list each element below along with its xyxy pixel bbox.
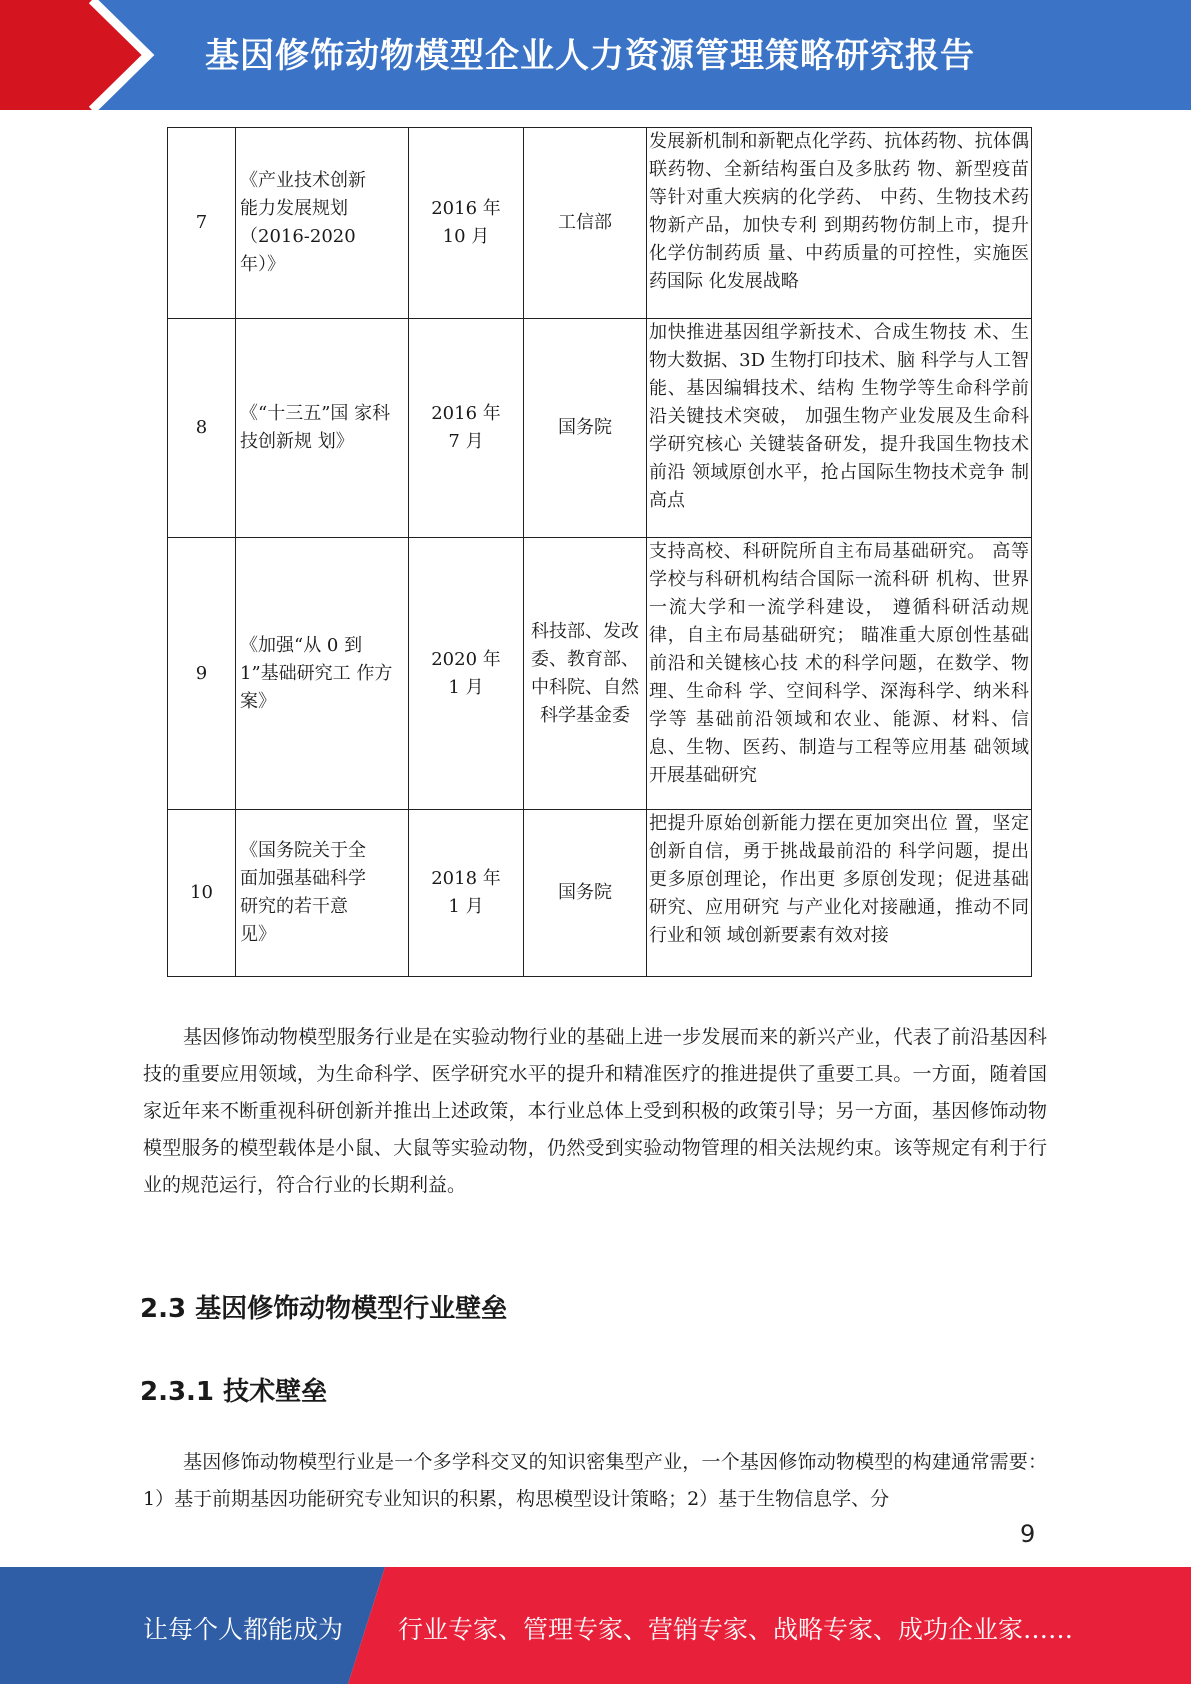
issuing-department: 国务院 [524,810,647,977]
row-number: 8 [168,319,236,538]
row-number: 10 [168,810,236,977]
table-row [168,319,1032,538]
issuing-department: 科技部、发改委、教育部、中科院、自然科学基金委 [524,538,647,810]
header-chevron-decoration [0,0,160,110]
policy-content: 把提升原始创新能力摆在更加突出位 置，坚定创新自信，勇于挑战最前沿的 科学问题，提出更多原创理论，作出更 多原创发现；促进基础研究、应用研究 与产业化对接融通，推动不同行业和领 域创新要素有效对接 [647,810,1032,977]
row-number: 9 [168,538,236,810]
table-row [168,128,1032,319]
footer-slogan-right: 行业专家、管理专家、营销专家、战略专家、成功企业家…… [398,1615,1074,1644]
policy-content: 加快推进基因组学新技术、合成生物技 术、生物大数据、3D 生物打印技术、脑 科学与人工智能、基因编辑技术、结构 生物学等生命科学前沿关键技术突破， 加强生物产业发展及生命科学研究核心 关键装备研发，提升我国生物技术前沿 领域原创水平，抢占国际生物技术竞争 制高点 [647,319,1032,538]
page-footer [0,1567,1191,1684]
issue-date: 2020 年 1 月 [409,538,524,810]
policy-name: 《加强“从 0 到 1”基础研究工 作方案》 [236,538,409,810]
section-heading: 2.3 基因修饰动物模型行业壁垒 [140,1294,508,1324]
policy-table [167,127,1032,977]
table-row [168,538,1032,810]
subsection-heading: 2.3.1 技术壁垒 [140,1377,328,1407]
policy-name: 《“十三五”国 家科技创新规 划》 [236,319,409,538]
issue-date: 2016 年 10 月 [409,128,524,319]
footer-slogan-left: 让每个人都能成为 [143,1615,344,1644]
policy-content: 支持高校、科研院所自主布局基础研究。 高等学校与科研机构结合国际一流科研 机构、世界一流大学和一流学科建设， 遵循科研活动规律，自主布局基础研究； 瞄准重大原创性基础前沿和关键核心技 术的科学问题，在数学、物理、生命科 学、空间科学、深海科学、纳米科学等 基础前沿领域和农业、能源、材料、信 息、生物、医药、制造与工程等应用基 础领域开展基础研究 [647,538,1032,810]
issuing-department: 国务院 [524,319,647,538]
policy-name: 《国务院关于全 面加强基础科学 研究的若干意 见》 [236,810,409,977]
body-paragraph: 基因修饰动物模型服务行业是在实验动物行业的基础上进一步发展而来的新兴产业，代表了前沿基因科技的重要应用领域，为生命科学、医学研究水平的提升和精准医疗的推进提供了重要工具。一方面，随着国家近年来不断重视科研创新并推出上述政策，本行业总体上受到积极的政策引导；另一方面，基因修饰动物模型服务的模型载体是小鼠、大鼠等实验动物，仍然受到实验动物管理的相关法规约束。该等规定有利于行业的规范运行，符合行业的长期利益。 [143,1026,1047,1196]
row-number: 7 [168,128,236,319]
table-row [168,810,1032,977]
issue-date: 2018 年 1 月 [409,810,524,977]
issuing-department: 工信部 [524,128,647,319]
body-paragraph: 基因修饰动物模型行业是一个多学科交叉的知识密集型产业，一个基因修饰动物模型的构建通常需要：1）基于前期基因功能研究专业知识的积累，构思模型设计策略；2）基于生物信息学、分 [143,1451,1047,1510]
page-header [0,0,1191,110]
issue-date: 2016 年 7 月 [409,319,524,538]
policy-name: 《产业技术创新 能力发展规划 （2016-2020 年）》 [236,128,409,319]
page-number: 9 [1020,1520,1036,1548]
policy-content: 发展新机制和新靶点化学药、抗体药物、抗体偶联药物、全新结构蛋白及多肽药 物、新型疫苗等针对重大疾病的化学药、 中药、生物技术药物新产品，加快专利 到期药物仿制上市，提升化学仿制药质 量、中药质量的可控性，实施医药国际 化发展战略 [647,128,1032,319]
report-title: 基因修饰动物模型企业人力资源管理策略研究报告 [205,36,975,76]
